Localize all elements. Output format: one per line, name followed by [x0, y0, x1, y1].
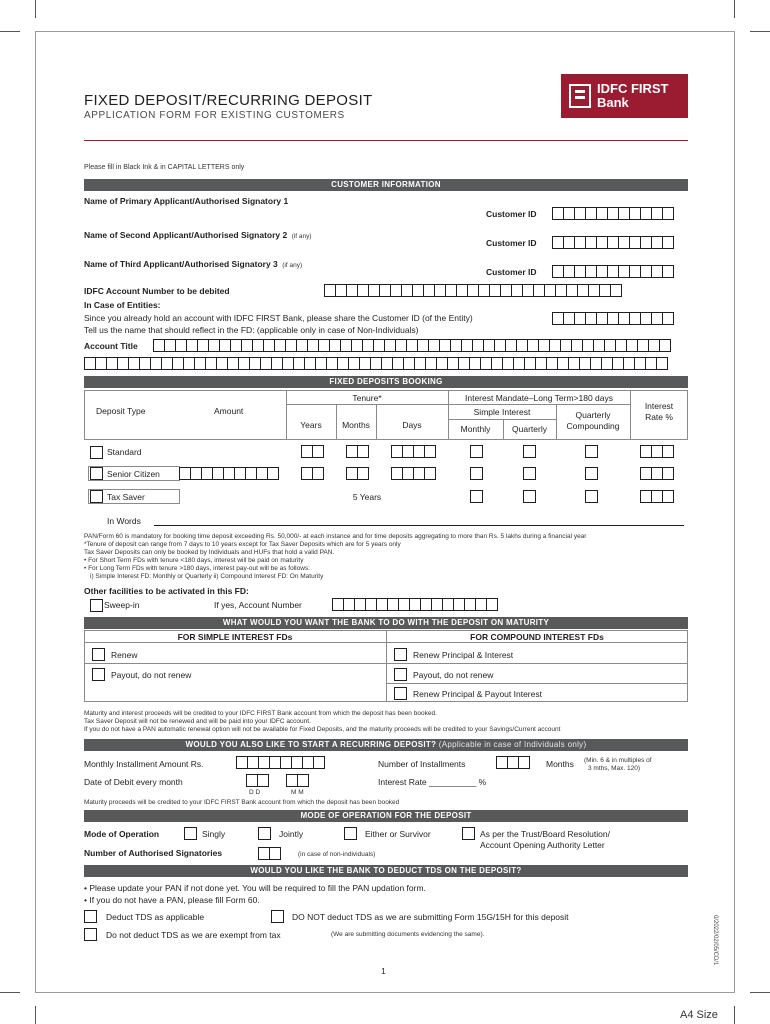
- monthly-installment-label: Monthly Installment Amount Rs.: [84, 759, 204, 769]
- monthly-installment-boxes[interactable]: [236, 756, 324, 769]
- tax-saver-label: Tax Saver: [107, 492, 145, 502]
- standard-label: Standard: [107, 447, 142, 457]
- deposit-type-header: Deposit Type: [96, 406, 146, 416]
- jointly-checkbox[interactable]: [258, 827, 271, 840]
- senior-compounding-checkbox[interactable]: [585, 467, 598, 480]
- crop-mark: [35, 1006, 36, 1024]
- signatories-label: Number of Authorised Signatories: [84, 848, 223, 858]
- five-years-label: 5 Years: [352, 492, 382, 502]
- rd-months-note-1: (Min. 6 & in multiples of: [584, 757, 652, 764]
- interest-rate-header-2: Rate %: [645, 412, 673, 422]
- trust-checkbox[interactable]: [462, 827, 475, 840]
- maturity-note-2: Tax Saver Deposit will not be renewed and will be paid into your IDFC account.: [84, 718, 311, 725]
- standard-monthly-checkbox[interactable]: [470, 445, 483, 458]
- account-number-label: IDFC Account Number to be debited: [84, 286, 230, 296]
- header-rule: [84, 140, 688, 141]
- booking-note-3: Tax Saver Deposits can only be booked by Individuals and HUFs that hold a valid PAN.: [84, 549, 335, 556]
- simple-interest-fds-head: FOR SIMPLE INTEREST FDs: [177, 632, 293, 642]
- compound-interest-fds-head: FOR COMPOUND INTEREST FDs: [470, 632, 604, 642]
- customer-id-1-boxes[interactable]: [552, 207, 673, 220]
- maturity-note-1: Maturity and interest proceeds will be credited to your IDFC FIRST Bank account from which the deposit has been booked.: [84, 710, 437, 717]
- crop-mark: [734, 0, 735, 18]
- section-mode-operation: MODE OF OPERATION FOR THE DEPOSIT: [84, 810, 688, 822]
- non-individuals-note: (in case of non-individuals): [298, 851, 376, 858]
- rd-months-label: Months: [546, 759, 574, 769]
- tenure-header: Tenure*: [352, 393, 382, 403]
- logo-icon: [569, 84, 591, 108]
- months-header: Months: [342, 420, 370, 430]
- senior-rate[interactable]: [640, 467, 673, 480]
- either-survivor-checkbox[interactable]: [344, 827, 357, 840]
- form-subtitle: APPLICATION FORM FOR EXISTING CUSTOMERS: [84, 110, 345, 121]
- exempt-label: Do not deduct TDS as we are exempt from tax: [106, 930, 281, 940]
- a4-size-label: A4 Size: [680, 1009, 718, 1021]
- bank-logo: [561, 74, 688, 118]
- rd-months-note-2: 3 mths, Max. 120): [588, 765, 641, 772]
- form-page: [35, 31, 735, 993]
- number-installments-boxes[interactable]: [496, 756, 529, 769]
- rd-interest-rate[interactable]: Interest Rate __________ %: [378, 777, 487, 787]
- senior-label: Senior Citizen: [107, 469, 160, 479]
- second-applicant-label: Name of Second Applicant/Authorised Signatory 2 (if any): [84, 230, 312, 240]
- tds-bullet-1: • Please update your PAN if not done yet. You will be required to fill the PAN updation form.: [84, 883, 426, 893]
- standard-compounding-checkbox[interactable]: [585, 445, 598, 458]
- debit-date-label: Date of Debit every month: [84, 777, 183, 787]
- senior-checkbox[interactable]: [90, 467, 103, 480]
- quarterly-header: Quarterly: [512, 424, 547, 434]
- version-code: 0/2022/02/05/CD/1: [712, 915, 718, 966]
- maturity-note-3: If you do not have a PAN automatic renewal option will not be available for Fixed Deposits, and the maturity proceeds will be credited to your Savings/Current account: [84, 726, 561, 733]
- crop-mark: [750, 992, 770, 993]
- standard-rate[interactable]: [640, 445, 673, 458]
- years-header: Years: [300, 420, 322, 430]
- standard-quarterly-checkbox[interactable]: [523, 445, 536, 458]
- tds-bullet-2: • If you do not have a PAN, please fill Form 60.: [84, 895, 260, 905]
- sweep-in-checkbox[interactable]: [90, 599, 103, 612]
- tax-saver-checkbox[interactable]: [90, 490, 103, 503]
- senior-amount[interactable]: [179, 467, 278, 480]
- crop-mark: [750, 31, 770, 32]
- standard-checkbox[interactable]: [90, 446, 103, 459]
- singly-label: Singly: [202, 829, 226, 839]
- standard-months[interactable]: [346, 445, 368, 458]
- renew-principal-interest-label: Renew Principal & Interest: [413, 650, 514, 660]
- booking-note-4: • For Short Term FDs with tenure <180 days, interest will be paid on maturity: [84, 557, 304, 564]
- entities-heading: In Case of Entities:: [84, 300, 161, 310]
- account-title-label: Account Title: [84, 341, 138, 351]
- quarterly-compounding-2: Compounding: [566, 421, 620, 431]
- payout-checkbox[interactable]: [92, 668, 105, 681]
- crop-mark: [0, 992, 20, 993]
- entities-text-2: Tell us the name that should reflect in the FD: (applicable only in case of Non-Individuals): [84, 325, 419, 335]
- customer-id-2-boxes[interactable]: [552, 236, 673, 249]
- section-customer-info: CUSTOMER INFORMATION: [84, 179, 688, 191]
- other-facilities-heading: Other facilities to be activated in this FD:: [84, 586, 249, 596]
- interest-rate-header-1: Interest: [644, 401, 674, 411]
- account-number-boxes[interactable]: [324, 284, 621, 297]
- sweep-in-label: Sweep-in: [104, 600, 140, 610]
- mm-hint: M M: [291, 789, 304, 796]
- payout-label: Payout, do not renew: [111, 670, 192, 680]
- logo-line-2: Bank: [597, 95, 629, 110]
- payout-compound-checkbox[interactable]: [394, 668, 407, 681]
- crop-mark: [35, 0, 36, 18]
- customer-id-1-label: Customer ID: [486, 209, 537, 219]
- tax-quarterly-checkbox[interactable]: [523, 490, 536, 503]
- renew-principal-payout-checkbox[interactable]: [394, 687, 407, 700]
- tax-monthly-checkbox[interactable]: [470, 490, 483, 503]
- renew-checkbox[interactable]: [92, 648, 105, 661]
- jointly-label: Jointly: [279, 829, 304, 839]
- account-title-boxes-1[interactable]: [153, 339, 670, 352]
- mode-operation-label: Mode of Operation: [84, 829, 160, 839]
- debit-day-boxes[interactable]: [246, 774, 268, 787]
- deduct-tds-checkbox[interactable]: [84, 910, 97, 923]
- booking-note-5: • For Long Term FDs with tenure >180 days, interest pay-out will be as follows:: [84, 565, 310, 572]
- primary-applicant-label: Name of Primary Applicant/Authorised Signatory 1: [84, 196, 289, 206]
- singly-checkbox[interactable]: [184, 827, 197, 840]
- dd-hint: D D: [249, 789, 261, 796]
- trust-label-2: Account Opening Authority Letter: [480, 840, 605, 850]
- exempt-checkbox[interactable]: [84, 928, 97, 941]
- quarterly-compounding-1: Quarterly: [575, 410, 611, 420]
- simple-interest-header: Simple Interest: [473, 407, 531, 417]
- standard-days[interactable]: [391, 445, 435, 458]
- section-tds: WOULD YOU LIKE THE BANK TO DEDUCT TDS ON THE DEPOSIT?: [84, 865, 688, 877]
- senior-monthly-checkbox[interactable]: [470, 467, 483, 480]
- rd-note: Maturity proceeds will be credited to your IDFC FIRST Bank account from which the deposit has been booked: [84, 799, 400, 806]
- third-applicant-label: Name of Third Applicant/Authorised Signatory 3 (if any): [84, 259, 303, 269]
- crop-mark: [734, 1006, 735, 1024]
- mandate-header: Interest Mandate–Long Term>180 days: [465, 393, 613, 403]
- instruction: Please fill in Black Ink & in CAPITAL LETTERS only: [84, 164, 245, 171]
- no-deduct-15g-checkbox[interactable]: [271, 910, 284, 923]
- entities-text-1: Since you already hold an account with IDFC FIRST Bank, please share the Customer ID (of the Entity): [84, 313, 473, 323]
- days-header: Days: [402, 420, 422, 430]
- monthly-header: Monthly: [460, 424, 491, 434]
- crop-mark: [0, 31, 20, 32]
- senior-days[interactable]: [391, 467, 435, 480]
- tax-compounding-checkbox[interactable]: [585, 490, 598, 503]
- in-words-line[interactable]: [154, 525, 684, 526]
- if-yes-label: If yes, Account Number: [214, 600, 302, 610]
- trust-label-1: As per the Trust/Board Resolution/: [480, 829, 610, 839]
- senior-years[interactable]: [301, 467, 323, 480]
- amount-header: Amount: [214, 406, 244, 416]
- customer-id-3-boxes[interactable]: [552, 265, 673, 278]
- renew-principal-payout-label: Renew Principal & Payout Interest: [413, 689, 542, 699]
- logo-line-1: IDFC FIRST: [597, 81, 669, 96]
- renew-label: Renew: [111, 650, 138, 660]
- form-title: FIXED DEPOSIT/RECURRING DEPOSIT: [84, 92, 373, 109]
- signatories-boxes[interactable]: [258, 847, 280, 860]
- section-recurring-deposit: WOULD YOU ALSO LIKE TO START A RECURRING DEPOSIT? (Applicable in case of Individuals only): [84, 739, 688, 751]
- renew-principal-interest-checkbox[interactable]: [394, 648, 407, 661]
- page-number: 1: [381, 966, 386, 976]
- deduct-tds-label: Deduct TDS as applicable: [106, 912, 205, 922]
- tax-rate[interactable]: [640, 490, 673, 503]
- section-fd-booking: FIXED DEPOSITS BOOKING: [84, 376, 688, 388]
- booking-note-6: i) Simple Interest FD: Monthly or Quarterly ii) Compound Interest FD: On Maturity: [90, 573, 324, 580]
- section-maturity: WHAT WOULD YOU WANT THE BANK TO DO WITH THE DEPOSIT ON MATURITY: [84, 617, 688, 629]
- entity-customer-id-boxes[interactable]: [552, 312, 673, 325]
- booking-note-1: PAN/Form 60 is mandatory for booking time deposit exceeding Rs. 50,000/- at each instance and for time deposits aggregating to more than Rs. 5 lakhs during a financial year: [84, 533, 587, 540]
- account-title-boxes-2[interactable]: [84, 357, 667, 370]
- payout-compound-label: Payout, do not renew: [413, 670, 494, 680]
- sweep-account-boxes[interactable]: [332, 598, 497, 611]
- standard-years[interactable]: [301, 445, 323, 458]
- either-survivor-label: Either or Survivor: [365, 829, 431, 839]
- no-deduct-15g-label: DO NOT deduct TDS as we are submitting Form 15G/15H for this deposit: [292, 912, 569, 922]
- customer-id-3-label: Customer ID: [486, 267, 537, 277]
- debit-month-boxes[interactable]: [286, 774, 308, 787]
- senior-quarterly-checkbox[interactable]: [523, 467, 536, 480]
- booking-note-2: *Tenure of deposit can range from 7 days to 10 years except for Tax Saver Deposits which are for 5 years only: [84, 541, 401, 548]
- senior-months[interactable]: [346, 467, 368, 480]
- number-installments-label: Number of Installments: [378, 759, 466, 769]
- in-words-label: In Words: [107, 516, 141, 526]
- exempt-note: (We are submitting documents evidencing the same).: [331, 931, 485, 938]
- customer-id-2-label: Customer ID: [486, 238, 537, 248]
